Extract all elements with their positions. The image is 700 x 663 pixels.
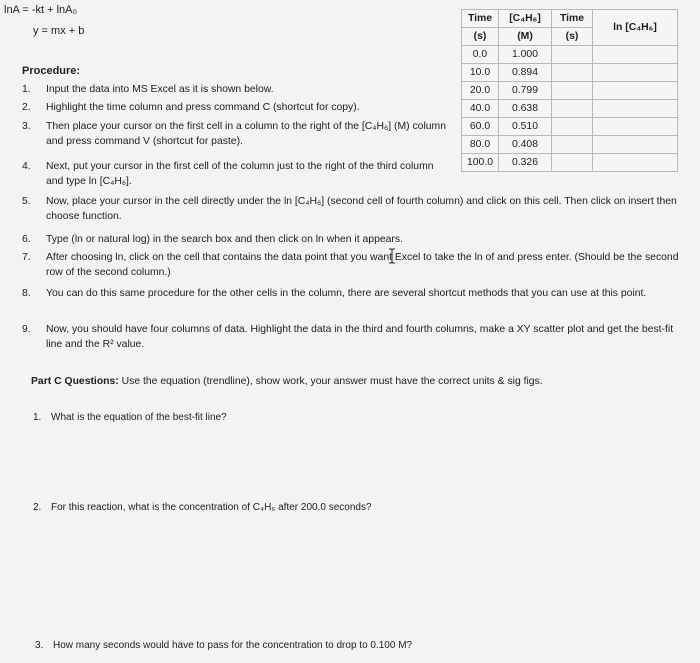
step-number: 3. <box>22 121 31 132</box>
cell-time: 100.0 <box>462 154 499 172</box>
cell-empty <box>552 154 593 172</box>
header-ln-concentration: ln [C₄H₆] <box>593 10 678 46</box>
cell-concentration: 0.799 <box>499 82 552 100</box>
step-number: 8. <box>22 288 31 299</box>
step-text: Now, you should have four columns of data. Highlight the data in the third and fourth columns, make a XY scatter plot and get the best-fit line and the R² value. <box>46 324 674 350</box>
equation-integrated-rate-law: lnA = -kt + lnA₀ <box>4 4 78 16</box>
header-time-copy: Time <box>552 10 593 28</box>
step-number: 5. <box>22 196 31 207</box>
question-text: What is the equation of the best-fit line? <box>51 412 227 423</box>
step-text: Then place your cursor on the first cell in a column to the right of the [C₄H₆] (M) column and press command V (shortcut for paste). <box>46 121 446 147</box>
cell-empty <box>593 100 678 118</box>
cell-time: 80.0 <box>462 136 499 154</box>
equation-linear-form: y = mx + b <box>33 25 85 37</box>
part-c-instruction-text: Use the equation (trendline), show work, your answer must have the correct units & sig figs. <box>118 376 543 387</box>
step-text: You can do this same procedure for the other cells in the column, there are several shortcut methods that you can use at this point. <box>46 288 647 299</box>
cell-concentration: 1.000 <box>499 46 552 64</box>
part-c-label: Part C Questions: <box>31 376 119 387</box>
step-text: Next, put your cursor in the first cell of the column just to the right of the third column and type ln [C₄H₆]. <box>46 161 434 187</box>
step-number: 2. <box>22 102 31 113</box>
unit-concentration: (M) <box>499 28 552 46</box>
cell-time: 0.0 <box>462 46 499 64</box>
unit-time-copy: (s) <box>552 28 593 46</box>
cell-concentration: 0.510 <box>499 118 552 136</box>
table-row <box>462 64 678 82</box>
cell-empty <box>552 82 593 100</box>
cell-empty <box>593 46 678 64</box>
table-row <box>462 100 678 118</box>
cell-empty <box>593 154 678 172</box>
cell-concentration: 0.638 <box>499 100 552 118</box>
cell-empty <box>593 118 678 136</box>
question-number: 3. <box>35 640 44 651</box>
step-text: Type (ln or natural log) in the search box and then click on ln when it appears. <box>46 234 403 245</box>
data-table <box>461 9 678 172</box>
question-text: How many seconds would have to pass for the concentration to drop to 0.100 M? <box>53 640 413 651</box>
table-row <box>462 82 678 100</box>
step-text: Highlight the time column and press command C (shortcut for copy). <box>46 102 360 113</box>
question-item <box>35 640 412 651</box>
procedure-heading: Procedure: <box>22 65 81 77</box>
table-row <box>462 118 678 136</box>
cell-empty <box>552 46 593 64</box>
table-row <box>462 46 678 64</box>
table-row <box>462 154 678 172</box>
cell-concentration: 0.326 <box>499 154 552 172</box>
step-number: 9. <box>22 324 31 335</box>
cell-empty <box>593 64 678 82</box>
question-text: For this reaction, what is the concentration of C₄H₆ after 200.0 seconds? <box>51 502 372 513</box>
cell-empty <box>593 136 678 154</box>
step-number: 4. <box>22 161 31 172</box>
unit-time: (s) <box>462 28 499 46</box>
step-number: 7. <box>22 252 31 263</box>
cell-time: 60.0 <box>462 118 499 136</box>
cell-concentration: 0.894 <box>499 64 552 82</box>
question-item <box>33 412 227 423</box>
header-concentration: [C₄H₆] <box>499 10 552 28</box>
cell-empty <box>593 82 678 100</box>
cell-empty <box>552 64 593 82</box>
cell-empty <box>552 118 593 136</box>
step-number: 1. <box>22 84 31 95</box>
question-number: 2. <box>33 502 42 513</box>
step-text: After choosing ln, click on the cell that contains the data point that you want Excel to take the ln of and press enter. (Should be the second row of the second column.) <box>46 252 679 278</box>
step-number: 6. <box>22 234 31 245</box>
step-text: Now, place your cursor in the cell directly under the ln [C₄H₆] (second cell of fourth column) and click on this cell. Then click on insert then choose function. <box>46 196 677 222</box>
table-header-row <box>462 10 678 28</box>
question-number: 1. <box>33 412 42 423</box>
question-item <box>33 502 372 513</box>
step-text: Input the data into MS Excel as it is shown below. <box>46 84 274 95</box>
table-row <box>462 136 678 154</box>
cell-time: 40.0 <box>462 100 499 118</box>
cell-time: 10.0 <box>462 64 499 82</box>
text-cursor-icon <box>388 248 396 267</box>
cell-concentration: 0.408 <box>499 136 552 154</box>
cell-empty <box>552 100 593 118</box>
part-c-instructions <box>31 376 543 387</box>
cell-empty <box>552 136 593 154</box>
header-time: Time <box>462 10 499 28</box>
cell-time: 20.0 <box>462 82 499 100</box>
